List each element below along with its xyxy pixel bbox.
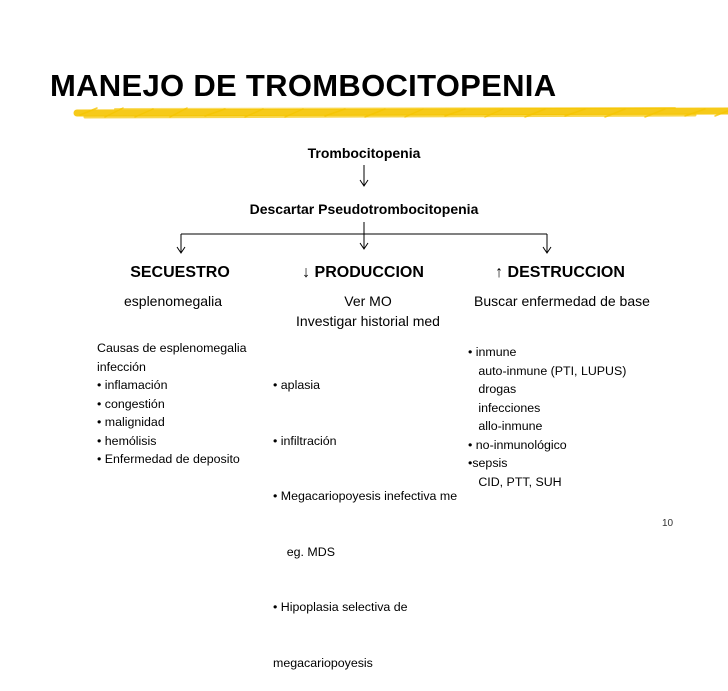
list-item: drogas [468,382,517,396]
list-item: • Enfermedad de deposito [97,452,240,466]
list-produccion [273,339,457,691]
branch-heading-text: PRODUCCION [314,264,424,281]
list-item: • inmune [468,345,517,359]
arrow-down-icon: ↓ [302,264,311,281]
list-item: • hemólisis [97,433,157,448]
branch-sub-produccion-2: Investigar historial med [296,313,440,329]
node-descartar-pseudotrombocitopenia: Descartar Pseudotrombocitopenia [249,201,479,217]
list-item: infecciones [468,400,541,415]
list-item: infección [97,359,146,374]
list-item: • malignidad [97,415,165,429]
list-item: auto-inmune (PTI, LUPUS) [468,363,627,378]
list-item: • infiltración [273,433,337,448]
page-number: 10 [662,518,674,529]
list-item: • inflamación [97,378,168,392]
list-item: Causas de esplenomegalia [97,341,247,355]
list-item: •sepsis [468,456,508,470]
list-item: CID, PTT, SUH [468,474,562,489]
branch-sub-destruccion: Buscar enfermedad de base [474,293,650,309]
list-item: megacariopoyesis [273,655,373,670]
branch-heading-produccion [268,264,458,282]
list-item: • no-inmunológico [468,437,567,452]
branch-sub-produccion-1: Ver MO [344,293,392,309]
list-secuestro [97,339,246,469]
list-item: • Megacariopoyesis inefectiva me [273,489,458,503]
list-item: eg. MDS [273,544,335,559]
list-destruccion [468,343,626,491]
arrow-up-icon: ↑ [495,264,504,281]
slide-title: MANEJO DE TROMBOCITOPENIA [50,68,557,103]
branch-heading-text: DESTRUCCION [507,264,625,281]
list-item: allo-inmune [468,419,543,433]
list-item: • aplasia [273,378,321,392]
branch-heading-text: SECUESTRO [130,264,230,281]
list-item: • congestión [97,396,165,411]
branch-heading-secuestro [90,264,270,282]
branch-heading-destruccion [460,264,660,282]
node-trombocitopenia: Trombocitopenia [307,145,421,161]
list-item: • Hipoplasia selectiva de [273,600,408,614]
branch-sub-secuestro: esplenomegalia [124,293,223,309]
